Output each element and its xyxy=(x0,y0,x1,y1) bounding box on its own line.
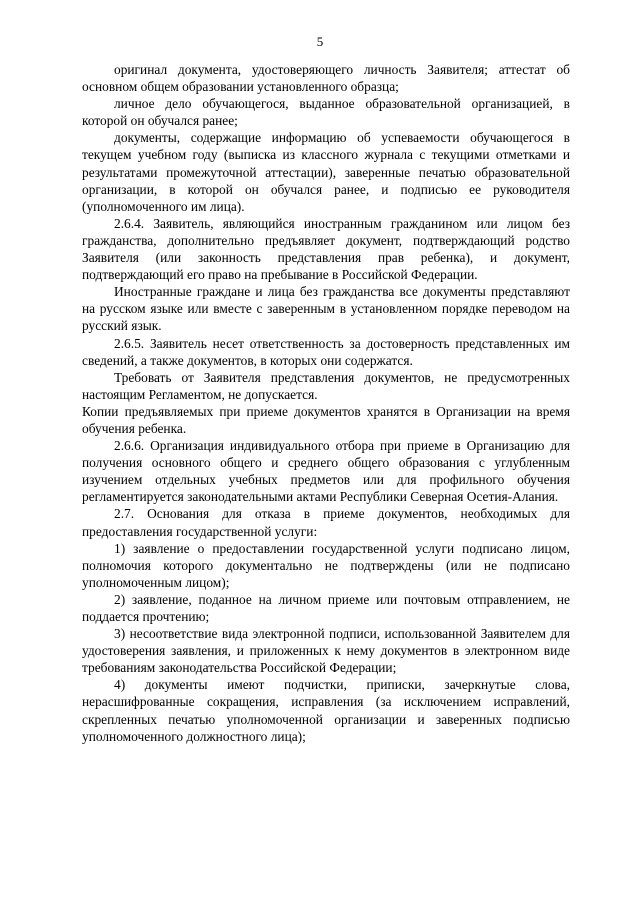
paragraph: 1) заявление о предоставлении государственной услуги подписано лицом, полномочия которого документально не подтверждены (или не подписано уполномоченным лицом); xyxy=(82,540,570,590)
paragraph: Копии предъявляемых при приеме документов хранятся в Организации на время обучения ребенка. xyxy=(82,403,570,436)
page-number: 5 xyxy=(316,34,324,49)
paragraph: документы, содержащие информацию об успеваемости обучающегося в текущем учебном году (выписка из классного журнала с текущими отметками и результатами промежуточной аттестации), заверенные печатью образовательной организации, в которой он обучался ранее, и подписью ее руководителя (уполномоченного им лица). xyxy=(82,130,570,214)
paragraph: 2.7. Основания для отказа в приеме документов, необходимых для предоставления государственной услуги: xyxy=(82,506,570,539)
paragraph: оригинал документа, удостоверяющего личность Заявителя; аттестат об основном общем образовании установленного образца; xyxy=(82,62,570,95)
paragraph: 2.6.6. Организация индивидуального отбора при приеме в Организацию для получения основного общего и среднего общего образования с углубленным изучением отдельных учебных предметов или для профильного обучения регламентируется законодательными актами Республики Северная Осетия-Алания. xyxy=(82,438,570,505)
paragraph: личное дело обучающегося, выданное образовательной организацией, в которой он обучался ранее; xyxy=(82,96,570,129)
paragraph: 4) документы имеют подчистки, приписки, зачеркнутые слова, нерасшифрованные сокращения, исправления (за исключением исправлений, скрепленных печатью уполномоченной организации и заверенных подписью уполномоченного должностного лица); xyxy=(82,677,570,744)
document-body xyxy=(82,61,570,745)
paragraph: Иностранные граждане и лица без гражданства все документы представляют на русском языке или вместе с заверенным в установленном порядке переводом на русский язык. xyxy=(82,284,570,334)
paragraph: 2.6.4. Заявитель, являющийся иностранным гражданином или лицом без гражданства, дополнительно предъявляет документ, подтверждающий родство Заявителя (или законность представления прав ребенка), и документ, подтверждающий его право на пребывание в Российской Федерации. xyxy=(82,215,570,283)
paragraph: 3) несоответствие вида электронной подписи, использованной Заявителем для удостоверения заявления, и приложенных к нему документов в электронном виде требованиям законодательства Российской Федерации; xyxy=(82,626,570,676)
paragraph: 2.6.5. Заявитель несет ответственность за достоверность представленных им сведений, а также документов, в которых они содержатся. xyxy=(82,335,570,368)
paragraph: 2) заявление, поданное на личном приеме или почтовым отправлением, не поддается прочтению; xyxy=(82,591,570,624)
paragraph: Требовать от Заявителя представления документов, не предусмотренных настоящим Регламентом, не допускается. xyxy=(82,369,570,402)
